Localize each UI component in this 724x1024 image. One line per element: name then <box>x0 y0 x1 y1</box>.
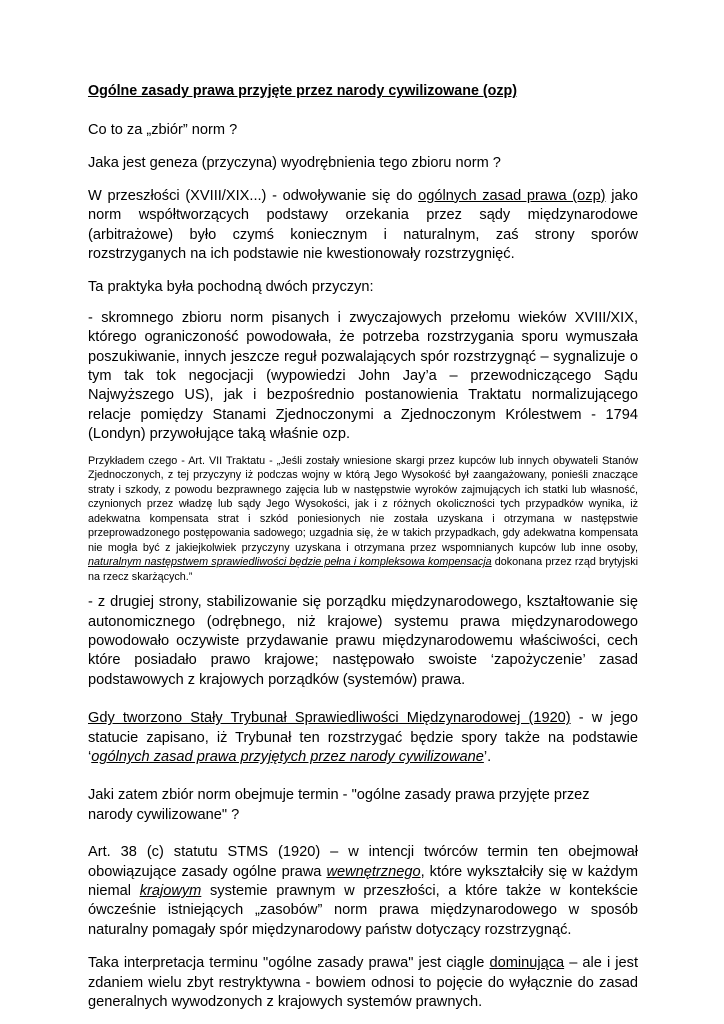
paragraph-cause-2: - z drugiej strony, stabilizowanie się porządku międzynarodowego, kształtowanie się autonomicznego (odrębnego, niż krajowe) systemu prawa międzynarodowego powodowało oczywiste przydawanie prawu międzynarodowemu właściwości, cech które posiadało prawo krajowe; następowało swoiste ‘zapożyczenie’ zasad podstawowych z krajowych porządków (systemów) prawa. <box>88 594 638 688</box>
quote-emphasis: naturalnym następstwem sprawiedliwości będzie pełna i kompleksowa kompensacja <box>88 556 492 569</box>
paragraph-interpretation: Taka interpretacja terminu "ogólne zasady prawa" jest ciągle dominująca – ale i jest zdaniem wielu zbyt restryktywna - bowiem odnosi to pojęcie do wyłącznie do zasad generalnych wywodzonych z krajowych systemów prawnych. <box>88 955 639 1011</box>
emphasis-krajowym: krajowym <box>139 883 202 900</box>
question-1: Co to za „zbiór” norm ? <box>88 122 238 138</box>
paragraph-cause-1: - skromnego zbioru norm pisanych i zwyczajowych przełomu wieków XVIII/XIX, którego ograniczoność powodowała, że potrzeba rozstrzygania sporu wymuszała poszukiwanie, innych jeszcze reguł pozwalających spór rozstrzygnąć – sygnalizuje o tym tak tok negocjacji (wypowiedzi John Jay’a – przewodniczącego Sądu Najwyższego US), jak i bezpośrednio postanowienia Traktatu normalizującego relacje pomiędzy Stanami Zjednoczonymi a Zjednoczonym Królestwem - 1794 (Londyn) przywołujące taką właśnie ozp. <box>88 309 638 443</box>
ozp-term-underlined: ogólnych zasad prawa (ozp) <box>418 187 606 204</box>
dominujaca-underlined: dominująca <box>489 955 565 972</box>
question-2: Jaka jest geneza (przyczyna) wyodrębnienia tego zbioru norm ? <box>88 155 501 172</box>
treaty-quote: Przykładem czego - Art. VII Traktatu - „Jeśli zostały wniesione skargi przez kupców lub innych obywateli Stanów Zjednoczonych, z tej przyczyny iż podczas wojny w którą Jego Wysokość był zaangażowany, ponieśli znaczące straty i szkody, z powodu bezprawnego zajęcia lub w następstwie wyroków zajmujących ich statki lub własność, czynionych przez władzę lub sądy Jego Wysokości, jak i z różnych okoliczności tych przypadków wynika, iż adekwatna kompensata strat i szkód poniesionych nie została uzyskana i otrzymana w następstwie przeprowadzonego postępowania sadowego; uzgadnia się, że w takich przypadkach, gdy adekwatna kompensata nie mogła być z jakiejkolwiek przyczyny uzyskana i otrzymana przez wspomnianych kupców lub inne osoby, naturalnym następstwem sprawiedliwości będzie pełna i kompleksowa kompensacja dokonana przez rząd brytyjski na rzecz skarżących.” <box>88 454 638 583</box>
paragraph-art38: Art. 38 (c) statutu STMS (1920) – w intencji twórców termin ten obejmował obowiązujące zasady ogólne prawa wewnętrznego, które wykształciły się w każdym niemal krajowym systemie prawnym w przeszłości, a które także w kontekście ówcześnie istniejących „zasobów” norm prawa międzynarodowego w sposób naturalny pomagały spór międzynarodowy państw dotyczący rozstrzygnąć. <box>88 844 639 938</box>
paragraph-pcij: Gdy tworzono Stały Trybunał Sprawiedliwości Międzynarodowej (1920) - w jego statucie zapisano, iż Trybunał ten rozstrzygać będzie spory także na podstawie ‘ogólnych zasad prawa przyjętych przez narody cywilizowane’. <box>88 710 639 766</box>
pcij-underlined: Gdy tworzono Stały Trybunał Sprawiedliwości Międzynarodowej (1920) <box>88 710 571 727</box>
document-title: Ogólne zasady prawa przyjęte przez narody cywilizowane (ozp) <box>88 83 518 99</box>
document-page <box>88 82 638 1013</box>
paragraph-history: W przeszłości (XVIII/XIX...) - odwoływanie się do ogólnych zasad prawa (ozp) jako norm współtworzących podstawy orzekania przez sądy międzynarodowe (arbitrażowe) było czymś koniecznym i naturalnym, zaś strony sporów rozstrzyganych na ich podstawie nie kwestionowały rozstrzygnięć. <box>88 187 639 263</box>
emphasis-wewnetrznego: wewnętrznego <box>326 863 421 880</box>
paragraph-causes-intro: Ta praktyka była pochodną dwóch przyczyn: <box>88 279 374 296</box>
question-3: Jaki zatem zbiór norm obejmuje termin - "ogólne zasady prawa przyjęte przez narody cywilizowane" ? <box>88 787 590 823</box>
pcij-emphasis: ogólnych zasad prawa przyjętych przez narody cywilizowane <box>91 749 484 766</box>
